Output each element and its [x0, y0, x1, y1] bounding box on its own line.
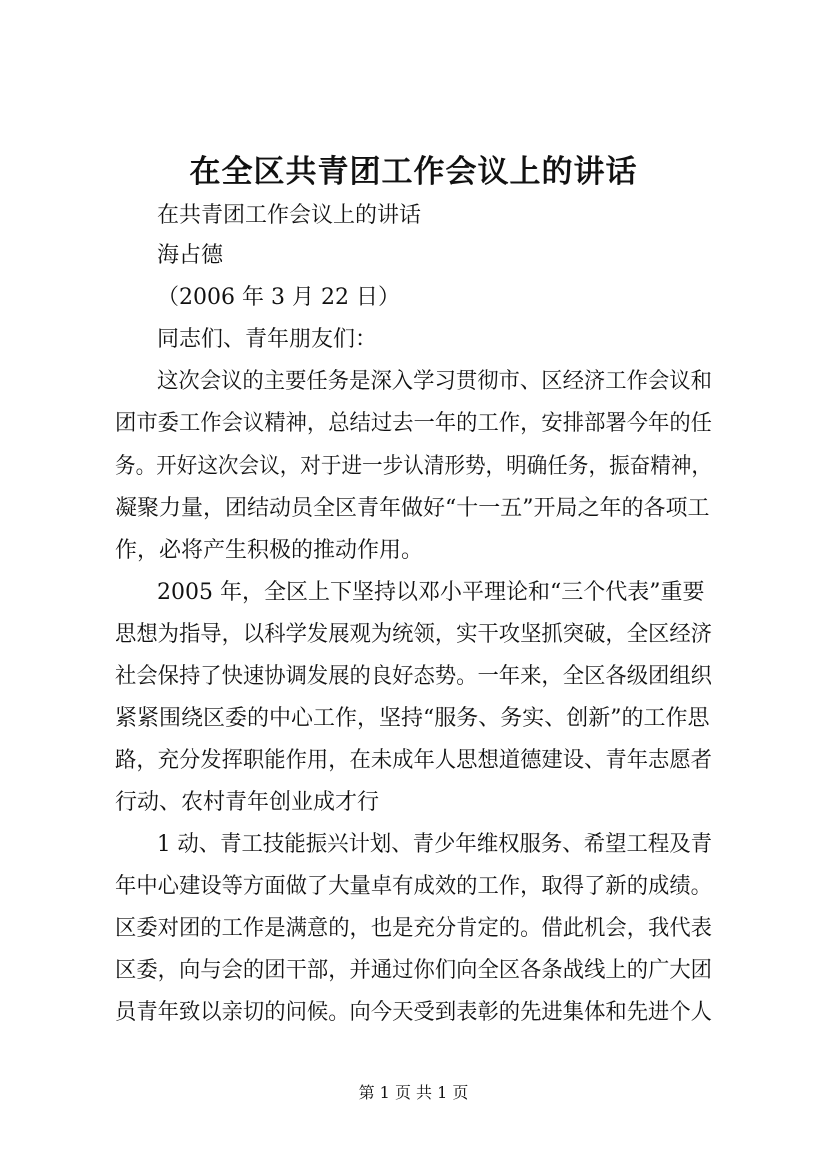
body-line: 紧紧围绕区委的中心工作，坚持“服务、务实、创新”的工作思 [115, 706, 710, 731]
body-line: 行动、农村青年创业成才行 [115, 790, 380, 815]
body-line: 员青年致以亲切的问候。向今天受到表彰的先进集体和先进个人 [115, 1000, 713, 1025]
date-line: （2006 年 3 月 22 日） [157, 285, 400, 310]
body-line: 思想为指导，以科学发展观为统领，实干攻坚抓突破，全区经济 [115, 622, 713, 647]
body-line: 1 动、青工技能振兴计划、青少年维权服务、希望工程及青 [157, 832, 712, 857]
body-line: 路，充分发挥职能作用，在未成年人思想道德建设、青年志愿者 [115, 748, 713, 773]
body-line: 区委，向与会的团干部，并通过你们向全区各条战线上的广大团 [115, 958, 713, 983]
body-line: 年中心建设等方面做了大量卓有成效的工作，取得了新的成绩。 [115, 874, 713, 899]
body-line: 务。开好这次会议，对于进一步认清形势，明确任务，振奋精神， [115, 454, 713, 479]
body-line: 作，必将产生积极的推动作用。 [115, 538, 424, 563]
salutation-line: 同志们、青年朋友们： [157, 327, 378, 352]
body-line: 凝聚力量，团结动员全区青年做好“十一五”开局之年的各项工 [115, 496, 710, 521]
subtitle-line: 在共青团工作会议上的讲话 [157, 203, 422, 228]
body-line: 区委对团的工作是满意的，也是充分肯定的。借此机会，我代表 [115, 916, 713, 941]
body-line: 这次会议的主要任务是深入学习贯彻市、区经济工作会议和 [157, 369, 713, 394]
body-line: 团市委工作会议精神，总结过去一年的工作，安排部署今年的任 [115, 411, 713, 436]
author-line: 海占德 [157, 243, 224, 268]
body-line: 2005 年，全区上下坚持以邓小平理论和“三个代表”重要 [157, 580, 705, 605]
page-number-footer: 第 1 页 共 1 页 [358, 1083, 469, 1102]
document-title: 在全区共青团工作会议上的讲话 [189, 154, 638, 190]
body-line: 社会保持了快速协调发展的良好态势。一年来，全区各级团组织 [115, 664, 713, 689]
